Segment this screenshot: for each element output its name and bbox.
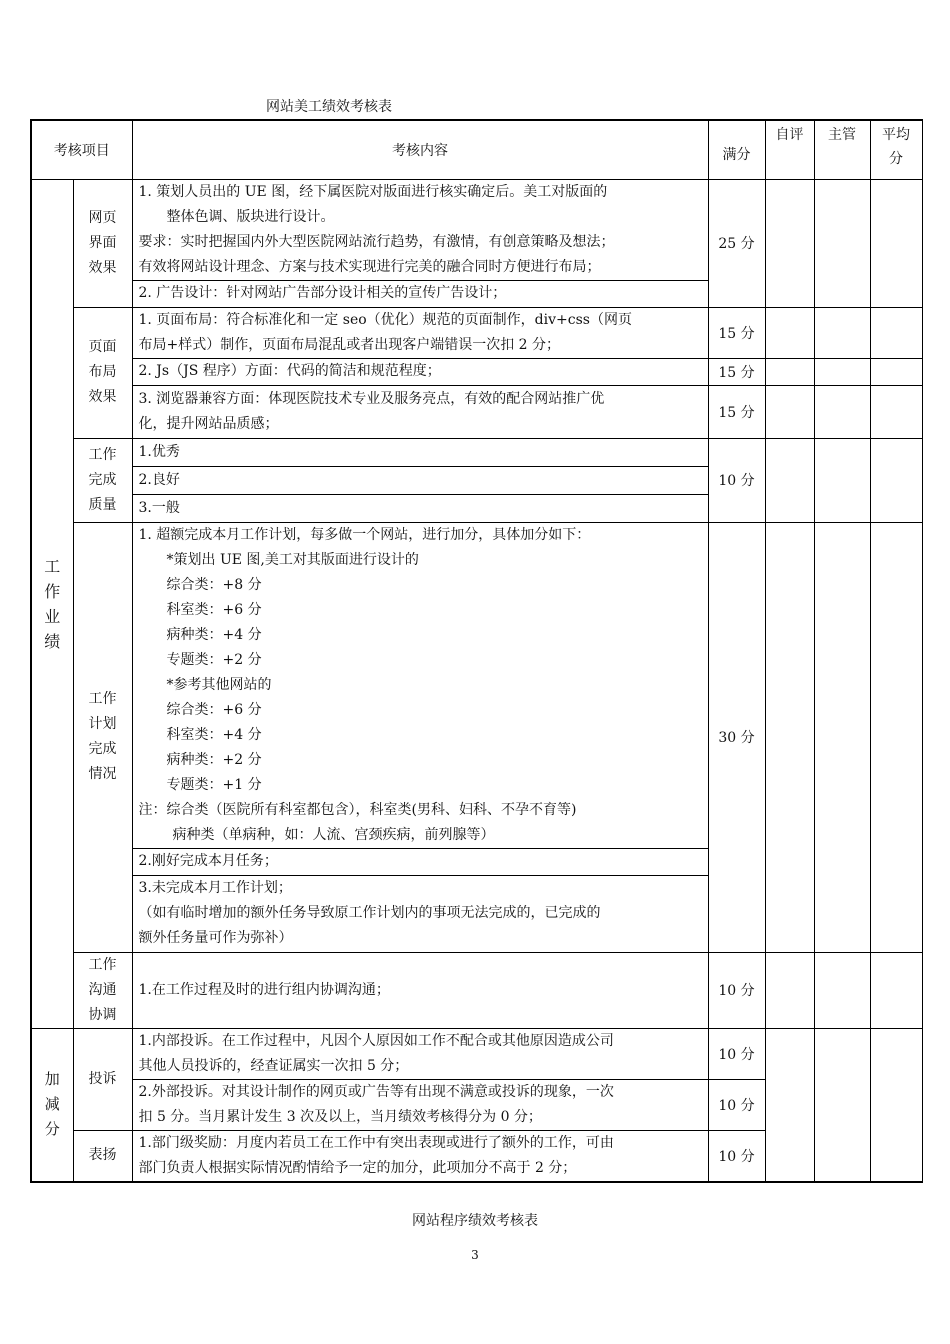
content-cell	[132, 466, 708, 494]
group-label-text: 工作沟通协调	[88, 956, 117, 1023]
table-row	[31, 438, 922, 466]
content-cell	[132, 875, 708, 952]
self-eval-cell[interactable]	[765, 952, 814, 1028]
content-line: 专题类：+1 分	[166, 776, 262, 793]
group-label-work-quality	[73, 438, 132, 522]
content-line: 综合类：+8 分	[166, 576, 262, 593]
score-cell: 25 分	[708, 179, 765, 307]
group-label-praise: 表扬	[73, 1130, 132, 1182]
content-line: 有效将网站设计理念、方案与技术实现进行完美的融合同时方便进行布局；	[138, 258, 601, 275]
content-line: 病种类（单病种，如：人流、宫颈疾病，前列腺等）	[172, 826, 495, 843]
supervisor-cell[interactable]	[814, 179, 870, 307]
content-line: （如有临时增加的额外任务导致原工作计划内的事项无法完成的，已完成的	[138, 905, 601, 921]
content-line: *策划出 UE 图,美工对其版面进行设计的	[166, 551, 419, 568]
group-label-text: 工作完成质量	[88, 446, 117, 513]
table-row	[31, 952, 922, 1028]
header-supervisor: 主管	[814, 120, 870, 179]
average-cell[interactable]	[870, 179, 922, 307]
supervisor-cell[interactable]	[814, 307, 870, 358]
content-cell	[132, 438, 708, 466]
header-self-eval: 自评	[765, 120, 814, 179]
content-line: 1. 页面布局：符合标准化和一定 seo（优化）规范的页面制作，div+css（网页	[138, 311, 632, 328]
content-line: 专题类：+2 分	[166, 651, 262, 668]
content-cell	[132, 358, 708, 385]
table-row	[31, 522, 922, 848]
table-header-row	[31, 120, 922, 179]
page-title: 网站美工绩效考核表	[266, 99, 392, 115]
content-cell	[132, 848, 708, 875]
content-cell	[132, 1130, 708, 1182]
evaluation-table	[30, 119, 923, 1183]
score-cell: 10 分	[708, 1130, 765, 1182]
content-line: 3.一般	[138, 499, 180, 516]
section-work-label	[31, 179, 73, 1028]
content-line: 病种类：+4 分	[166, 626, 262, 643]
content-line: 额外任务量可作为弥补）	[138, 930, 293, 946]
content-line: 布局+样式）制作，页面布局混乱或者出现客户端错误一次扣 2 分；	[138, 336, 561, 353]
supervisor-cell[interactable]	[814, 1028, 870, 1182]
self-eval-cell[interactable]	[765, 1028, 814, 1182]
group-label-text: 网页界面效果	[88, 209, 117, 276]
score-cell: 10 分	[708, 952, 765, 1028]
content-cell	[132, 280, 708, 307]
content-line: 科室类：+4 分	[166, 726, 262, 743]
header-full-score: 满分	[708, 120, 765, 179]
average-cell[interactable]	[870, 307, 922, 358]
self-eval-cell[interactable]	[765, 307, 814, 358]
average-cell[interactable]	[870, 385, 922, 438]
score-cell: 10 分	[708, 1028, 765, 1079]
content-line: 1.优秀	[138, 443, 180, 460]
content-line: 1. 策划人员出的 UE 图，经下属医院对版面进行核实确定后。美工对版面的	[138, 183, 608, 200]
group-label-page-layout	[73, 307, 132, 438]
self-eval-cell[interactable]	[765, 179, 814, 307]
supervisor-cell[interactable]	[814, 438, 870, 522]
table-row	[31, 385, 922, 438]
section-bonus-label	[31, 1028, 73, 1182]
score-cell: 15 分	[708, 358, 765, 385]
score-cell: 30 分	[708, 522, 765, 952]
content-line: 科室类：+6 分	[166, 601, 262, 618]
supervisor-cell[interactable]	[814, 952, 870, 1028]
content-line: 3.未完成本月工作计划；	[138, 880, 292, 896]
score-cell: 10 分	[708, 438, 765, 522]
self-eval-cell[interactable]	[765, 358, 814, 385]
section-work-label-text: 工作业绩	[44, 556, 61, 651]
group-label-ui-effect	[73, 179, 132, 307]
content-line: 1.部门级奖励：月度内若员工在工作中有突出表现或进行了额外的工作，可由	[138, 1134, 614, 1151]
content-line: *参考其他网站的	[166, 676, 272, 693]
content-cell	[132, 179, 708, 280]
content-line: 扣 5 分。当月累计发生 3 次及以上，当月绩效考核得分为 0 分；	[138, 1108, 542, 1125]
header-content: 考核内容	[132, 120, 708, 179]
supervisor-cell[interactable]	[814, 522, 870, 952]
content-line: 部门负责人根据实际情况酌情给予一定的加分，此项加分不高于 2 分；	[138, 1159, 577, 1176]
self-eval-cell[interactable]	[765, 385, 814, 438]
header-average: 平均分	[870, 120, 922, 179]
supervisor-cell[interactable]	[814, 385, 870, 438]
average-cell[interactable]	[870, 438, 922, 522]
next-table-title: 网站程序绩效考核表	[412, 1213, 538, 1229]
table-row	[31, 179, 922, 280]
content-cell	[132, 522, 708, 848]
content-cell	[132, 307, 708, 358]
average-cell[interactable]	[870, 522, 922, 952]
content-cell	[132, 1028, 708, 1079]
content-cell	[132, 952, 708, 1028]
average-cell[interactable]	[870, 952, 922, 1028]
content-line: 2.外部投诉。对其设计制作的网页或广告等有出现不满意或投诉的现象，一次	[138, 1083, 614, 1100]
average-cell[interactable]	[870, 1028, 922, 1182]
self-eval-cell[interactable]	[765, 522, 814, 952]
self-eval-cell[interactable]	[765, 438, 814, 522]
group-label-work-plan	[73, 522, 132, 952]
average-cell[interactable]	[870, 358, 922, 385]
score-cell: 15 分	[708, 385, 765, 438]
supervisor-cell[interactable]	[814, 358, 870, 385]
content-line: 3. 浏览器兼容方面：体现医院技术专业及服务亮点，有效的配合网站推广优	[138, 390, 605, 407]
score-cell: 10 分	[708, 1079, 765, 1130]
group-label-communication	[73, 952, 132, 1028]
content-line: 1. 超额完成本月工作计划，每多做一个网站，进行加分，具体加分如下：	[138, 526, 591, 543]
content-cell	[132, 494, 708, 522]
group-label-text: 工作计划完成情况	[88, 691, 117, 782]
table-row	[31, 358, 922, 385]
content-line: 病种类：+2 分	[166, 751, 262, 768]
content-line: 2. Js（JS 程序）方面：代码的简洁和规范程度；	[138, 363, 441, 379]
content-line: 综合类：+6 分	[166, 701, 262, 718]
content-line: 2. 广告设计：针对网站广告部分设计相关的宣传广告设计；	[138, 285, 507, 301]
content-line: 化，提升网站品质感；	[138, 415, 279, 432]
page-number: 3	[471, 1248, 479, 1262]
content-cell	[132, 1079, 708, 1130]
content-line: 1.在工作过程及时的进行组内协调沟通；	[138, 981, 390, 998]
content-line: 2.刚好完成本月任务；	[138, 853, 278, 869]
group-label-text: 页面布局效果	[88, 339, 117, 405]
score-cell: 15 分	[708, 307, 765, 358]
table-row	[31, 1028, 922, 1079]
content-line: 2.良好	[138, 471, 180, 488]
content-line: 1.内部投诉。在工作过程中，凡因个人原因如工作不配合或其他原因造成公司	[138, 1032, 614, 1049]
content-line: 注：综合类（医院所有科室都包含），科室类(男科、妇科、不孕不育等)	[138, 801, 577, 818]
content-line: 要求：实时把握国内外大型医院网站流行趋势，有激情，有创意策略及想法；	[138, 233, 615, 250]
group-label-complaint: 投诉	[73, 1028, 132, 1130]
table-row	[31, 307, 922, 358]
content-cell	[132, 385, 708, 438]
content-line: 整体色调、版块进行设计。	[166, 208, 335, 225]
content-line: 其他人员投诉的，经查证属实一次扣 5 分；	[138, 1057, 409, 1074]
section-bonus-label-text: 加减分	[44, 1070, 60, 1139]
header-item: 考核项目	[31, 120, 132, 179]
